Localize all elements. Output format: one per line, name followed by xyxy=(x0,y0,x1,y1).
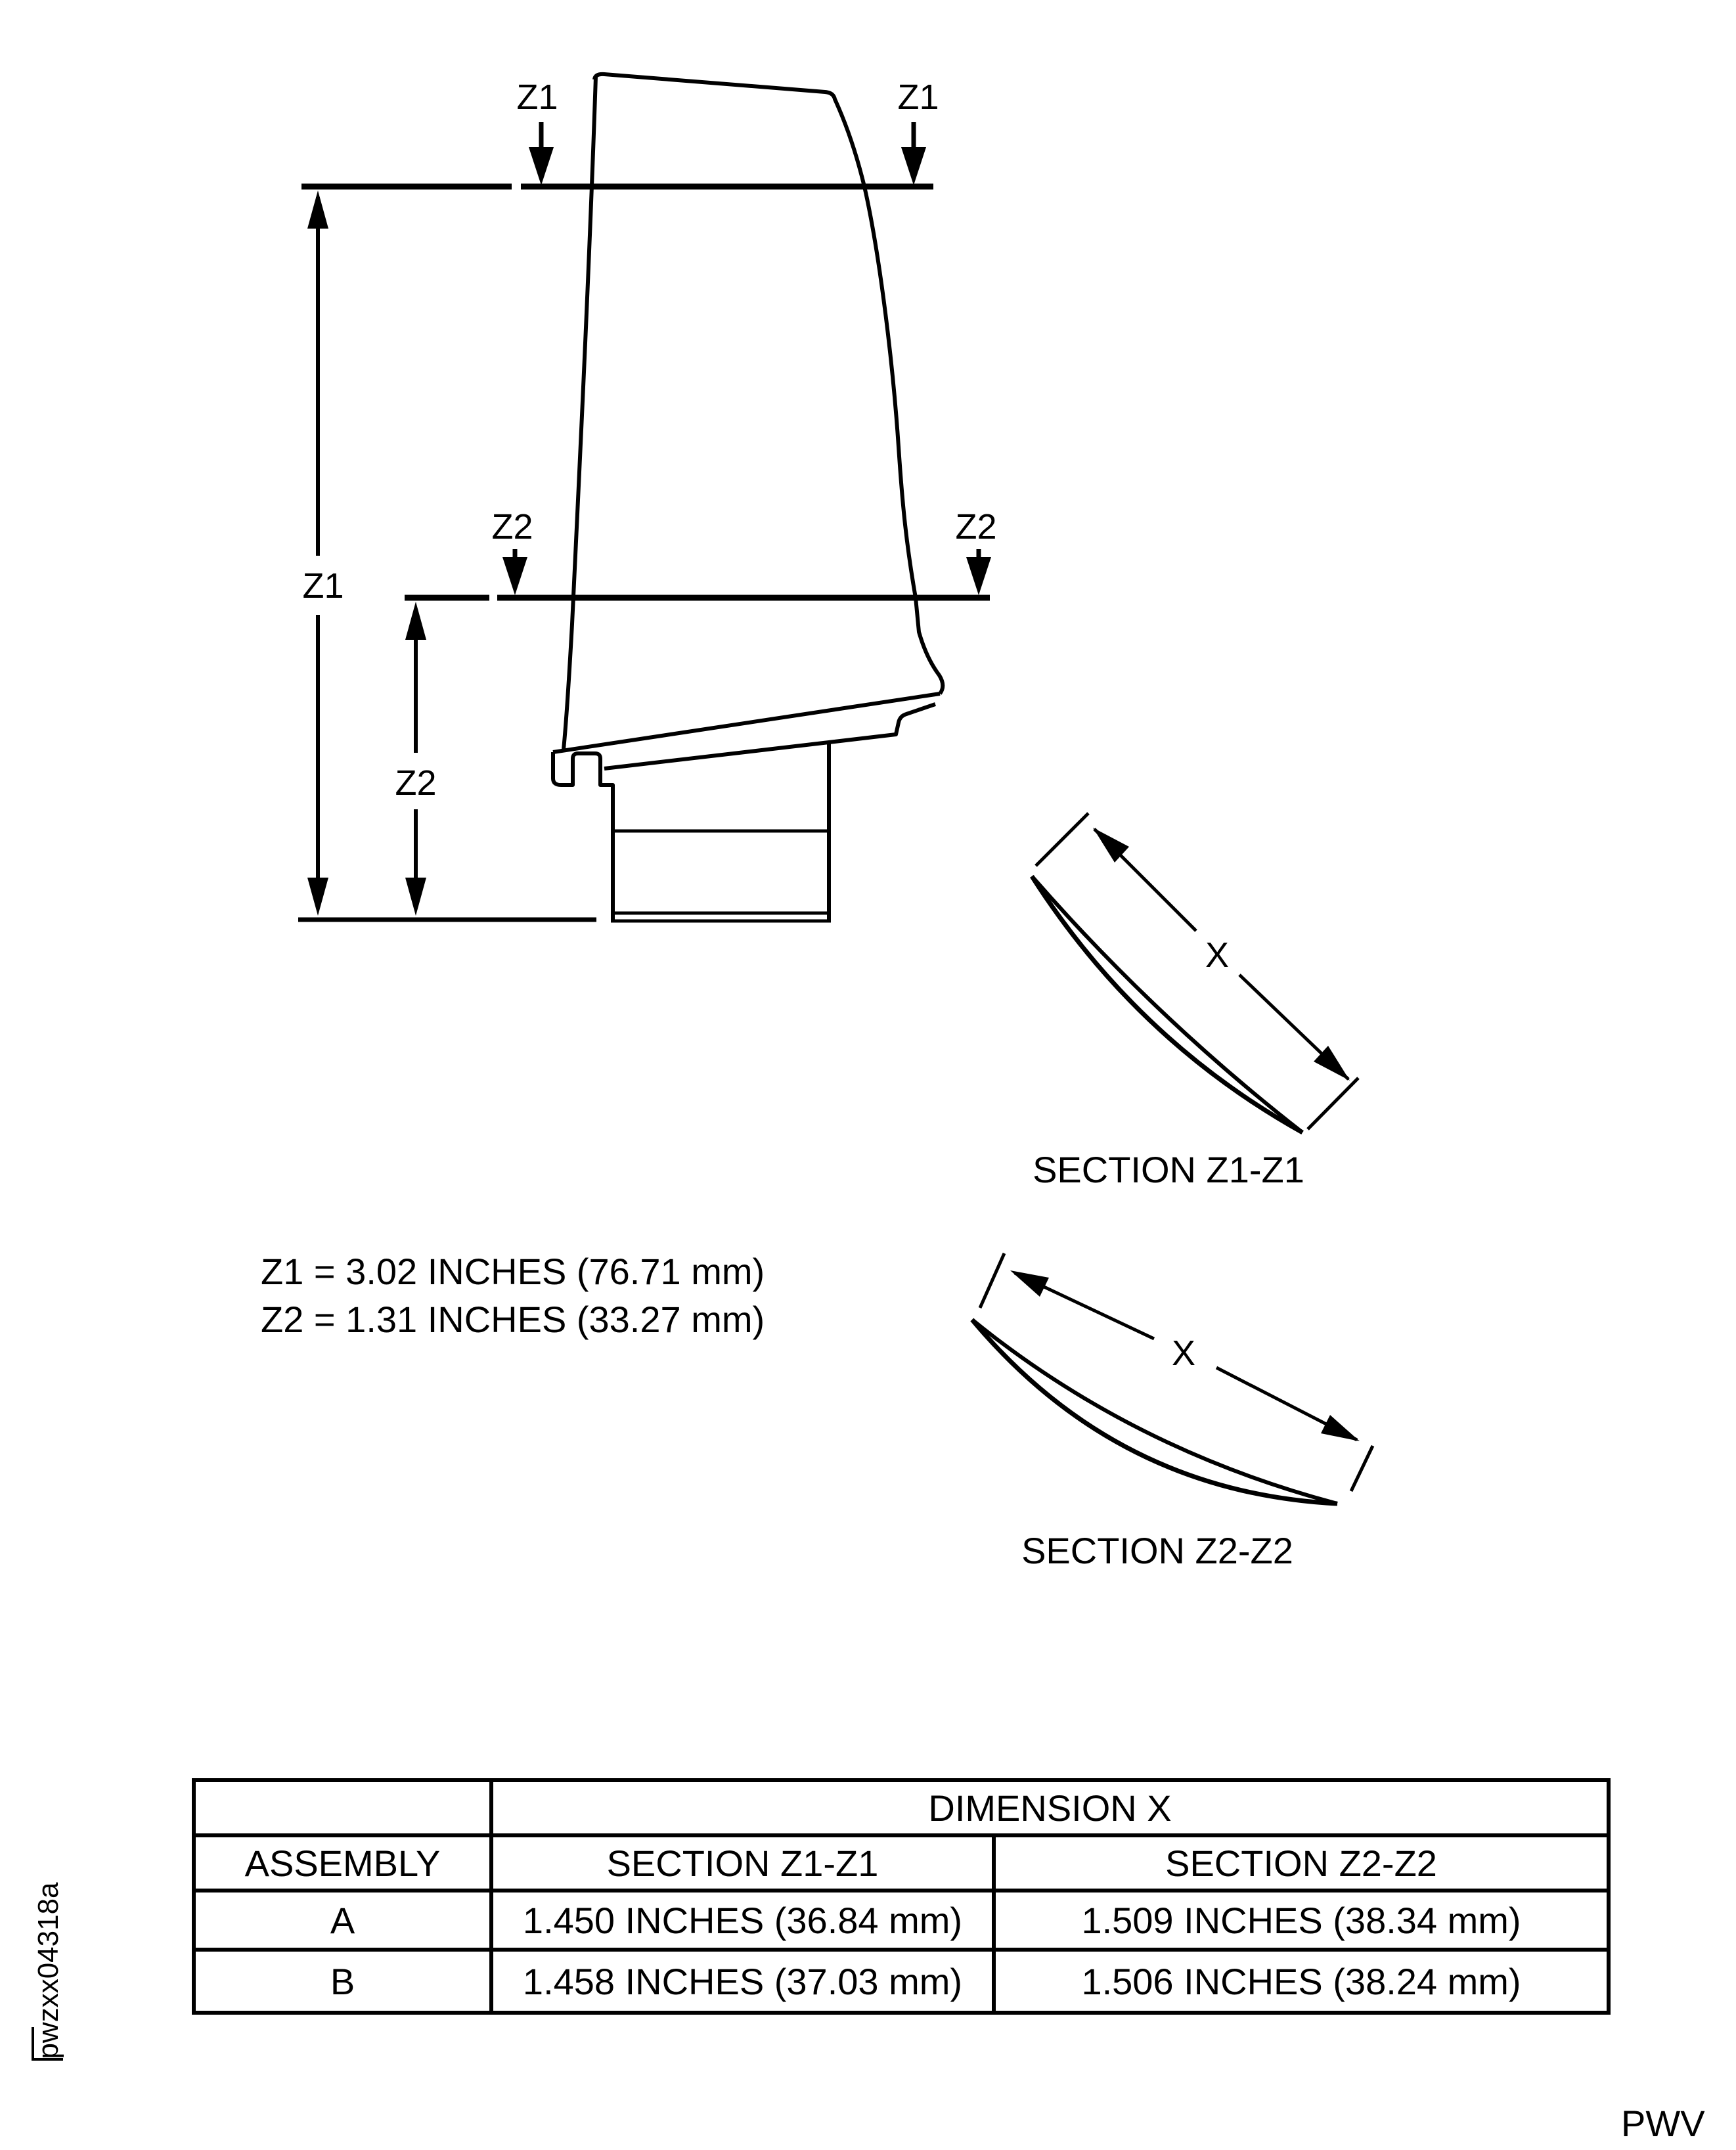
z2-value-note: Z2 = 1.31 INCHES (33.27 mm) xyxy=(261,1299,765,1340)
table-cell-assembly-b: B xyxy=(194,1950,491,2013)
table-cell-b-z1z1: 1.458 INCHES (37.03 mm) xyxy=(491,1950,994,2013)
z2-callout-right-label: Z2 xyxy=(955,507,997,547)
z1-callout-left-arrowhead-icon xyxy=(529,147,554,185)
section-z2z2-title: SECTION Z2-Z2 xyxy=(1021,1530,1293,1571)
section-z1z1-view xyxy=(1032,813,1358,1190)
section-z1z1-airfoil-outer-curve xyxy=(1032,876,1302,1132)
table-header-section-z1z1: SECTION Z1-Z1 xyxy=(491,1835,994,1891)
z2-dimension-up-arrowhead-icon xyxy=(405,602,426,640)
blade-tip-and-trailing-edge xyxy=(594,74,943,694)
z1-dimension-down-arrowhead-icon xyxy=(307,878,328,916)
table-cell-a-z2z2: 1.509 INCHES (38.34 mm) xyxy=(994,1891,1609,1950)
section-z1z1-title: SECTION Z1-Z1 xyxy=(1033,1149,1304,1190)
publisher-code: PWV xyxy=(1621,2103,1705,2144)
dimension-x-table xyxy=(192,1778,1607,2015)
platform-foot-and-notch-outline xyxy=(553,752,613,920)
table-blank-cell xyxy=(194,1780,491,1835)
section-z1z1-airfoil-inner-curve xyxy=(1032,876,1302,1132)
table-header-assembly: ASSEMBLY xyxy=(194,1835,491,1891)
z2-callout-left-arrowhead-icon xyxy=(502,557,527,595)
section-z2z2-airfoil-inner-curve xyxy=(972,1320,1337,1504)
table-row-merged-header xyxy=(194,1780,1609,1835)
table-row-column-headers xyxy=(194,1835,1609,1891)
shank-bottom-double-line xyxy=(611,913,831,921)
blade-leading-edge xyxy=(564,77,596,750)
platform-top-surface-line xyxy=(553,694,940,752)
z1-callout-right-arrowhead-icon xyxy=(901,147,926,185)
z1-value-note: Z1 = 3.02 INCHES (76.71 mm) xyxy=(261,1251,765,1292)
section-z1z1-x-label: X xyxy=(1205,935,1230,975)
section-z2z2-airfoil-outer-curve xyxy=(972,1320,1337,1504)
table-row xyxy=(194,1891,1609,1950)
z1-dimension-label: Z1 xyxy=(302,566,344,606)
section-z2z2-dim-tick-left xyxy=(980,1253,1004,1308)
z1-callout-right-label: Z1 xyxy=(897,78,939,117)
z1-callout-left-label: Z1 xyxy=(516,78,558,117)
section-z1z1-dim-tick-top xyxy=(1036,813,1088,866)
z2-callout-left-label: Z2 xyxy=(491,507,533,547)
section-z2z2-view xyxy=(972,1253,1373,1571)
dimension-x-table-grid xyxy=(192,1778,1611,2015)
z1-dimension-up-arrowhead-icon xyxy=(307,190,328,229)
section-z1z1-dim-tick-bottom xyxy=(1308,1078,1358,1129)
table-cell-assembly-a: A xyxy=(194,1891,491,1950)
table-cell-b-z2z2: 1.506 INCHES (38.24 mm) xyxy=(994,1950,1609,2013)
section-z2z2-x-label: X xyxy=(1171,1333,1196,1373)
z2-dimension-label: Z2 xyxy=(395,763,437,803)
table-header-section-z2z2: SECTION Z2-Z2 xyxy=(994,1835,1609,1891)
section-z2z2-dim-tick-right xyxy=(1351,1446,1373,1491)
figure-id-vertical-text: pwzxx04318a xyxy=(32,1882,64,2059)
z2-callout-right-arrowhead-icon xyxy=(966,557,991,595)
table-row xyxy=(194,1950,1609,2013)
table-merged-header-cell: DIMENSION X xyxy=(491,1780,1609,1835)
section-z2z2-dim-arrowhead-left-icon xyxy=(1010,1270,1049,1297)
table-cell-a-z1z1: 1.450 INCHES (36.84 mm) xyxy=(491,1891,994,1950)
section-z2z2-dim-arrowhead-right-icon xyxy=(1321,1415,1360,1441)
z2-dimension-down-arrowhead-icon xyxy=(405,878,426,916)
